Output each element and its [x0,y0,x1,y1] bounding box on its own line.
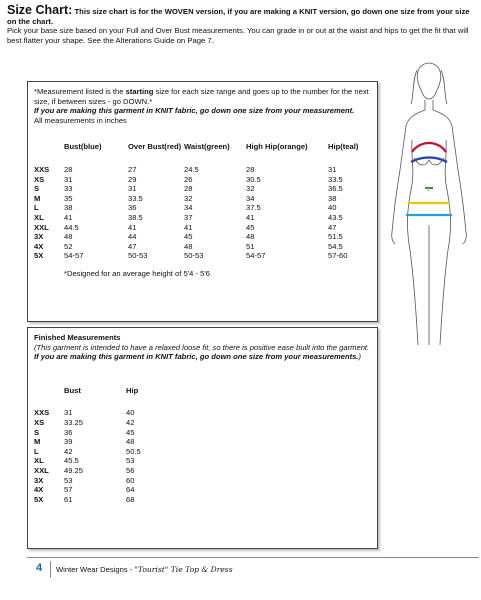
size-label: 3X [34,475,44,485]
finished-table-body [34,408,141,504]
column-header: Bust(blue) [64,142,102,152]
table-cell: 38 [328,193,337,203]
table-cell: 51 [246,241,255,251]
table-cell: 33.5 [128,193,143,203]
table-cell: 24.5 [184,164,199,174]
table-cell: 47 [328,222,337,232]
table-cell: 30.5 [246,174,261,184]
note-emphasis: starting [125,87,154,96]
navel-mark [428,190,429,191]
size-label: 5X [34,494,44,504]
column-header: Hip(teal) [328,142,359,152]
table-cell: 40 [328,203,337,213]
footer-vertical-rule [50,561,51,578]
table-cell: 36.5 [328,184,343,194]
table-cell: 51.5 [328,232,343,242]
table-row [34,428,141,438]
table-cell: 54-57 [246,251,266,261]
column-header [34,386,64,409]
measurement-table [34,142,368,261]
table-cell: 43.5 [328,212,343,222]
size-label: M [34,193,41,203]
height-note: *Designed for an average height of 5'4 - 5'6 [64,268,211,278]
table-cell: 36 [64,427,73,437]
size-label: XL [34,456,44,466]
table-row [34,242,368,252]
over-bust-band [412,143,446,152]
table-cell: 41 [184,222,193,232]
column-header: Hip [126,385,139,395]
table-cell: 32 [246,184,255,194]
finished-table [34,386,141,505]
page-header [7,3,475,45]
left-arm-outline [392,100,425,244]
table-cell: 64 [126,485,135,495]
table-row [34,466,141,476]
table-cell: 57 [64,485,73,495]
table-cell: 48 [184,241,193,251]
table-cell: 26 [184,174,193,184]
units-note: All measurements in inches [34,115,127,125]
note-suffix: size for each size range and goes up to the number for the next size, if between sizes - go DOWN.* [34,87,369,106]
table-cell: 34 [246,193,255,203]
size-label: 3X [34,232,44,242]
size-label: 4X [34,241,44,251]
size-label: XXS [34,164,50,174]
finished-measurements-box [27,327,378,549]
page-number: 4 [36,562,43,574]
table-cell: 48 [64,232,73,242]
column-header: Waist(green) [184,142,230,152]
table-row [34,447,141,457]
header-title-line [7,3,475,26]
table-row [34,232,368,242]
table-cell: 44 [128,232,137,242]
note-prefix: *Measurement listed is the [34,87,126,96]
ease-note-text: (This garment is intended to have a relaxed loose fit, so there is positive ease built into the garment. [34,342,370,352]
table-cell: 50-53 [128,251,148,261]
table-cell: 41 [128,222,137,232]
table-row [34,184,368,194]
table-row [34,456,141,466]
table-cell: 28 [64,164,73,174]
column-header: Bust [64,385,81,395]
table-cell: 45.5 [64,456,79,466]
table-row [34,408,141,418]
size-label: XS [34,417,45,427]
table-cell: 28 [246,164,255,174]
table-cell: 32 [184,193,193,203]
table-cell: 34 [184,203,193,213]
table-cell: 39 [64,437,73,447]
table-cell: 49.25 [64,465,84,475]
table-row [34,485,141,495]
table-cell: 42 [126,417,135,427]
table-cell: 38 [64,203,73,213]
ease-note [34,343,371,362]
column-header [34,142,64,165]
left-body-outline [407,140,418,345]
measurement-bands [406,143,452,215]
size-label: XXL [34,465,49,475]
table-cell: 45 [126,427,135,437]
table-cell: 38.5 [128,212,143,222]
size-label: M [34,437,41,447]
table-row [34,251,368,261]
table-cell: 37.5 [246,203,261,213]
header-instructions: Pick your base size based on your Full and Over Bust measurements. You can grade in or out at the waist and hips to get the fit that will best flatter your shape. See the Alterations Guide on Page 7. [7,26,469,45]
table-cell: 33 [64,184,73,194]
table-row [34,175,368,185]
table-row [34,418,141,428]
table-cell: 31 [328,164,337,174]
size-label: 4X [34,485,44,495]
table-cell: 42 [64,446,73,456]
table-cell: 45 [246,222,255,232]
table-cell: 27 [128,164,137,174]
column-header: High Hip(orange) [246,142,308,152]
footer-text [56,565,233,574]
size-label: L [34,203,39,213]
ease-note-end: ) [358,352,362,362]
column-header: Over Bust(red) [128,142,182,152]
table-cell: 57-60 [328,251,348,261]
table-row [34,495,141,505]
right-arm-outline [433,100,466,244]
table-cell: 68 [126,494,135,504]
knit-note: If you are making this garment in KNIT fabric, go down one size from your measurement. [34,106,355,116]
table-cell: 48 [126,437,135,447]
starting-size-note [34,87,371,106]
table-cell: 35 [64,193,73,203]
size-label: 5X [34,251,44,261]
measurement-table-body [34,165,368,261]
table-cell: 33.25 [64,417,84,427]
table-cell: 40 [126,408,135,418]
table-cell: 50-53 [184,251,204,261]
page-title: Size Chart: [7,3,73,17]
table-cell: 48 [246,232,255,242]
footer-company: Winter Wear Designs - [56,565,135,574]
table-cell: 36 [128,203,137,213]
table-row [34,437,141,447]
footer-divider [27,557,479,558]
table-cell: 61 [64,494,73,504]
size-label: L [34,446,39,456]
size-label: S [34,427,40,437]
table-row [34,194,368,204]
table-cell: 41 [246,212,255,222]
table-cell: 41 [64,212,73,222]
table-cell: 37 [184,212,193,222]
table-cell: 54.5 [328,241,343,251]
table-cell: 31 [64,408,73,418]
body-measurement-figure [384,60,474,350]
size-label: XXL [34,222,49,232]
size-label: XL [34,212,44,222]
size-label: XXS [34,408,50,418]
table-cell: 53 [126,456,135,466]
footer-pattern-name: "Tourist" Tie Top & Dress [134,565,233,574]
table-cell: 45 [184,232,193,242]
table-cell: 29 [128,174,137,184]
table-cell: 31 [64,174,73,184]
table-row [34,203,368,213]
finished-title: Finished Measurements [34,333,121,342]
right-body-outline [440,140,451,345]
table-row [34,165,368,175]
table-cell: 60 [126,475,135,485]
table-header-row [34,386,141,409]
table-cell: 47 [128,241,137,251]
table-cell: 33.5 [328,174,343,184]
table-header-row [34,142,368,165]
measurement-chart-box [27,81,378,322]
table-row [34,223,368,233]
size-label: XS [34,174,45,184]
table-cell: 53 [64,475,73,485]
table-cell: 54-57 [64,251,84,261]
table-row [34,213,368,223]
table-cell: 31 [128,184,137,194]
page-subtitle: This size chart is for the WOVEN version, if you are making a KNIT version, go down one size from your size on the chart. [7,7,470,26]
ease-note-bold: If you are making this garment in KNIT fabric, go down one size from your measurements. [34,352,359,362]
table-cell: 56 [126,465,135,475]
size-label: S [34,184,40,194]
table-cell: 44.5 [64,222,79,232]
table-cell: 52 [64,241,73,251]
head-outline [417,63,440,99]
table-row [34,476,141,486]
table-cell: 50.5 [126,446,141,456]
table-cell: 28 [184,184,193,194]
